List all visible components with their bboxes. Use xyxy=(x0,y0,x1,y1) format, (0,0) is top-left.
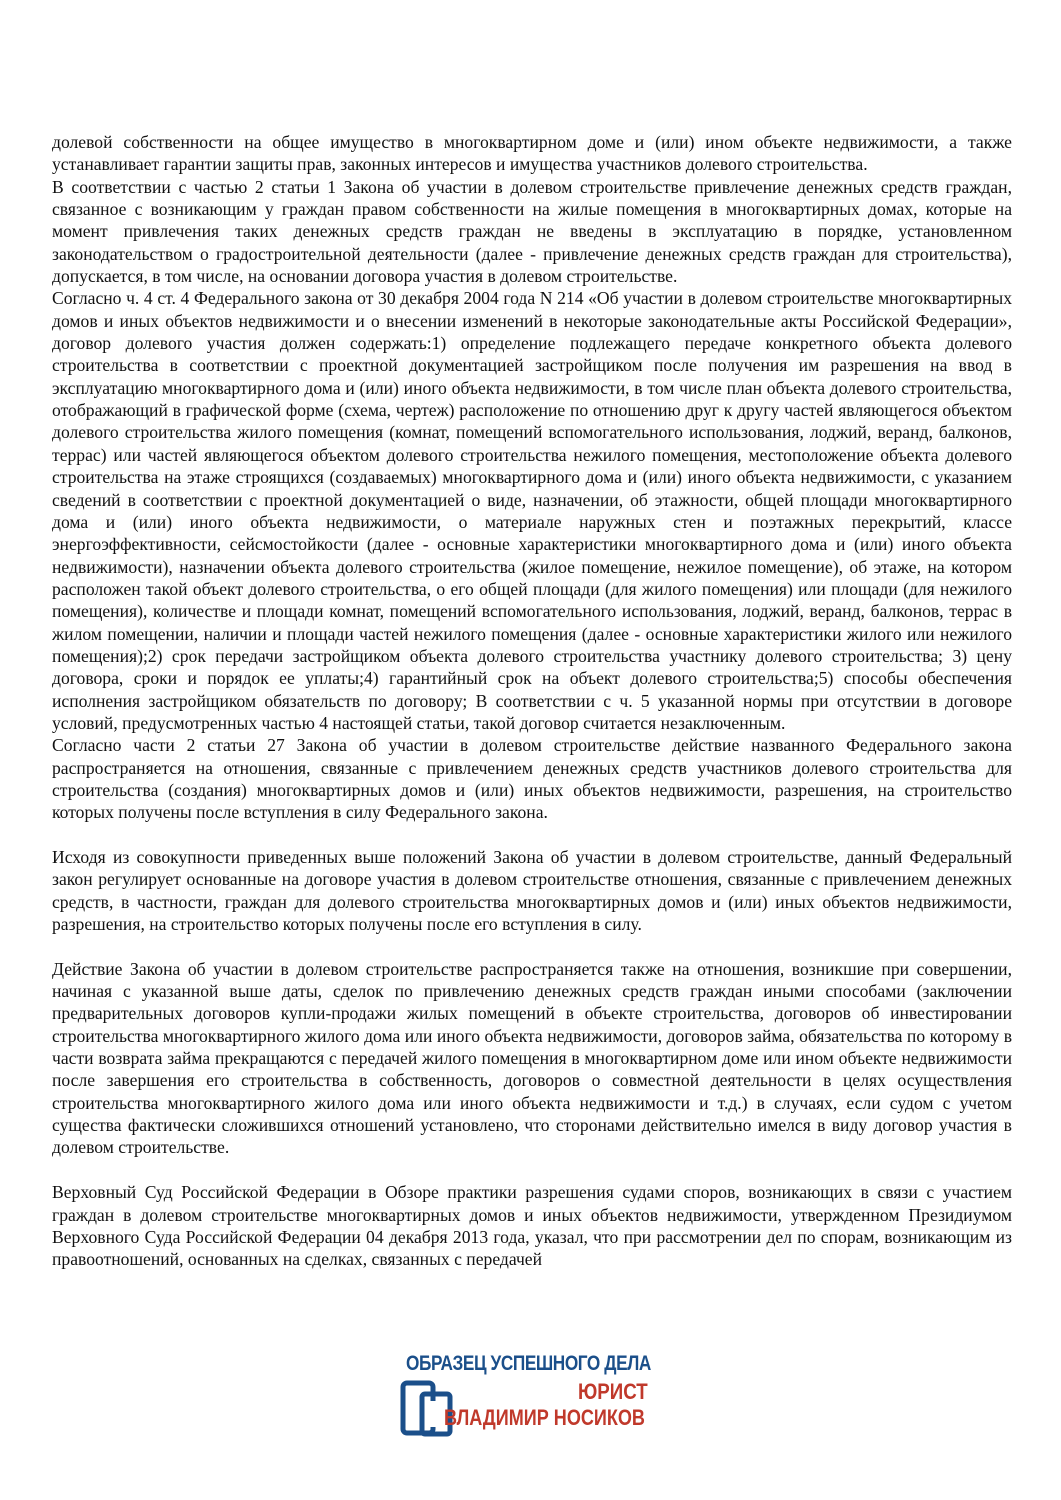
watermark-logo xyxy=(398,1352,668,1442)
logo-name: ВЛАДИМИР НОСИКОВ xyxy=(444,1405,645,1430)
paragraph-1: долевой собственности на общее имущество в многоквартирном доме и (или) ином объекте недвижимости, а также устанавливает гарантии защиты прав, законных интересов и имущества участников долевого строительства. xyxy=(52,132,1012,175)
document-body xyxy=(52,131,1012,1271)
paragraph-3: Согласно ч. 4 ст. 4 Федерального закона от 30 декабря 2004 года N 214 «Об участии в долевом строительстве многоквартирных домов и иных объектов недвижимости и о внесении изменений в некоторые законодательные акты Российской Федерации», договор долевого участия должен содержать:1) определение подлежащего передаче конкретного объекта долевого строительства в соответствии с проектной документацией застройщиком после получения им разрешения на ввод в эксплуатацию многоквартирного дома и (или) иного объекта недвижимости, в том числе план объекта долевого строительства, отображающий в графической форме (схема, чертеж) расположение по отношению друг к другу частей являющегося объектом долевого строительства жилого помещения (комнат, помещений вспомогательного использования, лоджий, веранд, балконов, террас) или частей являющегося объектом долевого строительства нежилого помещения, местоположение объекта долевого строительства на этаже строящихся (создаваемых) многоквартирного дома и (или) иного объекта недвижимости, с указанием сведений в соответствии с проектной документацией о виде, назначении, об этажности, общей площади многоквартирного дома и (или) иного объекта недвижимости, о материале наружных стен и поэтажных перекрытий, классе энергоэффективности, сейсмостойкости (далее - основные характеристики многоквартирного дома и (или) иного объекта недвижимости), назначении объекта долевого строительства (жилое помещение, нежилое помещение), об этаже, на котором расположен такой объект долевого строительства, о его общей площади (для жилого помещения) или площади (для нежилого помещения), количестве и площади комнат, помещений вспомогательного использования, лоджий, веранд, балконов, террас в жилом помещении, наличии и площади частей нежилого помещения (далее - основные характеристики жилого или нежилого помещения);2) срок передачи застройщиком объекта долевого строительства участнику долевого строительства; 3) цену договора, сроки и порядок ее уплаты;4) гарантийный срок на объект долевого строительства;5) способы обеспечения исполнения застройщиком обязательств по договору; В соответствии с ч. 5 указанной нормы при отсутствии в договоре условий, предусмотренных частью 4 настоящей статьи, такой договор считается незаключенным. xyxy=(52,288,1012,733)
paragraph-spacer xyxy=(52,1159,1012,1181)
paragraph-2: В соответствии с частью 2 статьи 1 Закона об участии в долевом строительстве привлечение денежных средств граждан, связанное с возникающим у граждан правом собственности на жилые помещения в многоквартирных домах, которые на момент привлечения таких денежных средств граждан не введены в эксплуатацию в порядке, установленном законодательством о градостроительной деятельности (далее - привлечение денежных средств граждан для строительства), допускается, в том числе, на основании договора участия в долевом строительстве. xyxy=(52,176,1012,287)
paragraph-spacer xyxy=(52,824,1012,846)
logo-role: ЮРИСТ xyxy=(578,1379,648,1404)
paragraph-5: Исходя из совокупности приведенных выше положений Закона об участии в долевом строительстве, данный Федеральный закон регулирует основанные на договоре участия в долевом строительстве отношения, связанные с привлечением денежных средств, в частности, граждан для долевого строительства многоквартирных домов и (или) иных объектов недвижимости, разрешения, на строительство которых получены после его вступления в силу. xyxy=(52,847,1012,935)
paragraph-7: Верховный Суд Российской Федерации в Обзоре практики разрешения судами споров, возникающих в связи с участием граждан в долевом строительстве многоквартирных домов и иных объектов недвижимости, утвержденном Президиумом Верховного Суда Российской Федерации 04 декабря 2013 года, указал, что при рассмотрении дел по спорам, возникающим из правоотношений, основанных на сделках, связанных с передачей xyxy=(52,1182,1012,1270)
paragraph-4: Согласно части 2 статьи 27 Закона об участии в долевом строительстве действие названного Федерального закона распространяется на отношения, связанные с привлечением денежных средств участников долевого строительства для строительства (создания) многоквартирных домов и (или) иных объектов недвижимости, разрешения, на строительство которых получены после вступления в силу Федерального закона. xyxy=(52,735,1012,823)
logo-title: ОБРАЗЕЦ УСПЕШНОГО ДЕЛА xyxy=(406,1352,651,1375)
paragraph-6: Действие Закона об участии в долевом строительстве распространяется также на отношения, возникшие при совершении, начиная с указанной выше даты, сделок по привлечению денежных средств граждан иными способами (заключении предварительных договоров купли-продажи жилых помещений в объекте строительства, договоров об инвестировании строительства многоквартирного жилого дома или иного объекта недвижимости, договоров займа, обязательства по которому в части возврата займа прекращаются с передачей жилого помещения в многоквартирном доме или ином объекте недвижимости после завершения его строительства в собственность, договоров о совместной деятельности в целях осуществления строительства многоквартирного жилого дома или иного объекта недвижимости и т.д.) в случаях, если судом с учетом существа фактически сложившихся отношений установлено, что сторонами действительно имелся в виду договор участия в долевом строительстве. xyxy=(52,958,1012,1158)
paragraph-spacer xyxy=(52,935,1012,957)
